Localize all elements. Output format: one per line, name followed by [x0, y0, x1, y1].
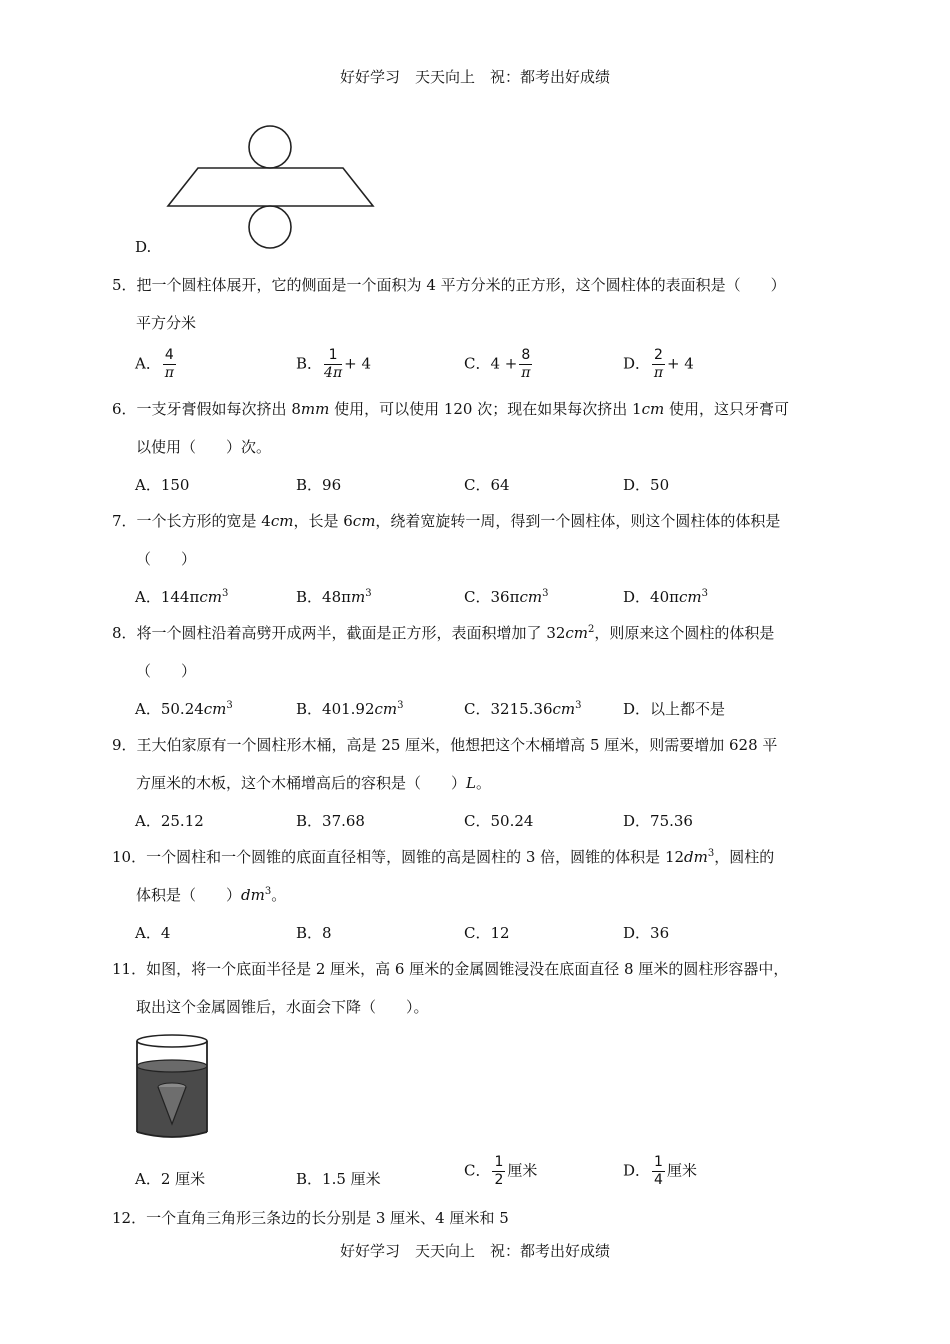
q9-option-b[interactable]: B．37.68	[296, 812, 365, 830]
q7-option-b[interactable]: B．$48\pi m^3$	[296, 588, 372, 606]
q10-option-c[interactable]: C．12	[464, 924, 510, 942]
q6-option-b[interactable]: B．96	[296, 476, 342, 494]
q10-stem-line1: 10．一个圆柱和一个圆锥的底面直径相等，圆锥的高是圆柱的 3 倍，圆锥的体积是 $12dm^3$，圆柱的	[112, 848, 775, 866]
q10-option-b[interactable]: B．8	[296, 924, 332, 942]
q10-stem-line2: 体积是（ ）$dm^3$。	[136, 886, 287, 904]
q8-option-c[interactable]: C．$3215.36cm^3$	[464, 700, 582, 718]
q10-option-d[interactable]: D．36	[623, 924, 670, 942]
q9-stem-line1: 9．王大伯家原有一个圆柱形木桶，高是 25 厘米，他想把这个木桶增高 5 厘米，则需要增加 628 平	[112, 736, 778, 754]
q7-stem-line2: （ ）	[136, 550, 197, 568]
water-surface	[137, 1060, 207, 1072]
q8-stem-line2: （ ）	[136, 662, 197, 680]
page-header: 好好学习 天天向上 祝：都考出好成绩	[339, 68, 610, 86]
q7-option-d[interactable]: D．40πcm$^3$	[623, 588, 708, 606]
q10-option-a[interactable]: A．4	[135, 924, 171, 942]
fraction: $\frac{8}{\pi}$	[521, 347, 531, 381]
q9-option-c[interactable]: C．50.24	[464, 812, 534, 830]
q11-option-b[interactable]: B．1.5 厘米	[296, 1170, 381, 1188]
cylinder-net-figure	[160, 122, 380, 250]
q12-stem-line1: 12．一个直角三角形三条边的长分别是 3 厘米、4 厘米和 5	[112, 1209, 509, 1227]
q9-option-a[interactable]: A．25.12	[135, 812, 204, 830]
q7-option-c[interactable]: C．36πcm$^3$	[464, 588, 549, 606]
container-with-cone-figure	[134, 1032, 214, 1142]
q11-option-a[interactable]: A．2 厘米	[135, 1170, 206, 1188]
fraction: $\frac{1}{4\pi}$	[324, 347, 343, 381]
q6-option-c[interactable]: C．64	[464, 476, 510, 494]
fraction: $\frac{2}{\pi}$	[653, 347, 664, 381]
q7-stem-line1: 7．一个长方形的宽是 4cm，长是 6cm，绕着宽旋转一周，得到一个圆柱体，则这个圆柱体的体积是	[112, 512, 781, 530]
q5-option-a[interactable]: A． $\frac{4}{\pi}$	[135, 347, 174, 381]
q11-option-d[interactable]: D． $\frac{1}{4}$ 厘米	[623, 1154, 697, 1188]
page-footer: 好好学习 天天向上 祝：都考出好成绩	[339, 1242, 610, 1260]
q8-option-a[interactable]: A．$50.24cm^3$	[135, 700, 233, 718]
q7-option-a[interactable]: A．144πcm$^3$	[135, 588, 229, 606]
q5-option-d[interactable]: D． $\frac{2}{\pi}$ + 4	[623, 347, 694, 381]
q11-stem-line2: 取出这个金属圆锥后，水面会下降（ ）。	[136, 998, 429, 1016]
trapezoid-side	[168, 168, 373, 206]
fraction: $\frac{4}{\pi}$	[164, 347, 174, 381]
q6-stem-line1: 6．一支牙膏假如每次挤出 8mm 使用，可以使用 120 次；现在如果每次挤出 1cm 使用，这只牙膏可	[112, 400, 789, 418]
q6-option-d[interactable]: D．50	[623, 476, 670, 494]
q5-stem-line1: 5．把一个圆柱体展开，它的侧面是一个面积为 4 平方分米的正方形，这个圆柱体的表面积是（ ）	[112, 276, 786, 294]
q11-stem-line1: 11．如图，将一个底面半径是 2 厘米，高 6 厘米的金属圆锥浸没在底面直径 8 厘米的圆柱形容器中，	[112, 960, 789, 978]
q6-option-a[interactable]: A．150	[135, 476, 190, 494]
q8-stem-line1: 8．将一个圆柱沿着高劈开成两半，截面是正方形，表面积增加了 $32cm^2$，则原来这个圆柱的体积是	[112, 624, 775, 642]
q5-stem-line2: 平方分米	[136, 314, 197, 332]
top-circle	[249, 126, 291, 168]
q6-stem-line2: 以使用（ ）次。	[136, 438, 272, 456]
container-rim	[137, 1035, 207, 1047]
fraction: $\frac{1}{2}$	[494, 1154, 504, 1188]
q5-option-b[interactable]: B． $\frac{1}{4\pi}$ + 4	[296, 347, 372, 381]
q8-option-d[interactable]: D．以上都不是	[623, 700, 726, 718]
q11-option-c[interactable]: C． $\frac{1}{2}$ 厘米	[464, 1154, 538, 1188]
fraction: $\frac{1}{4}$	[654, 1154, 663, 1188]
q5-option-c[interactable]: C．4 + $\frac{8}{\pi}$	[464, 347, 531, 381]
q9-option-d[interactable]: D．75.36	[623, 812, 693, 830]
q8-option-b[interactable]: B．$401.92cm^3$	[296, 700, 404, 718]
bottom-circle	[249, 206, 291, 248]
q4-option-d-label: D.	[135, 238, 152, 256]
q9-stem-line2: 方厘米的木板，这个木桶增高后的容积是（ ）L。	[136, 774, 491, 792]
